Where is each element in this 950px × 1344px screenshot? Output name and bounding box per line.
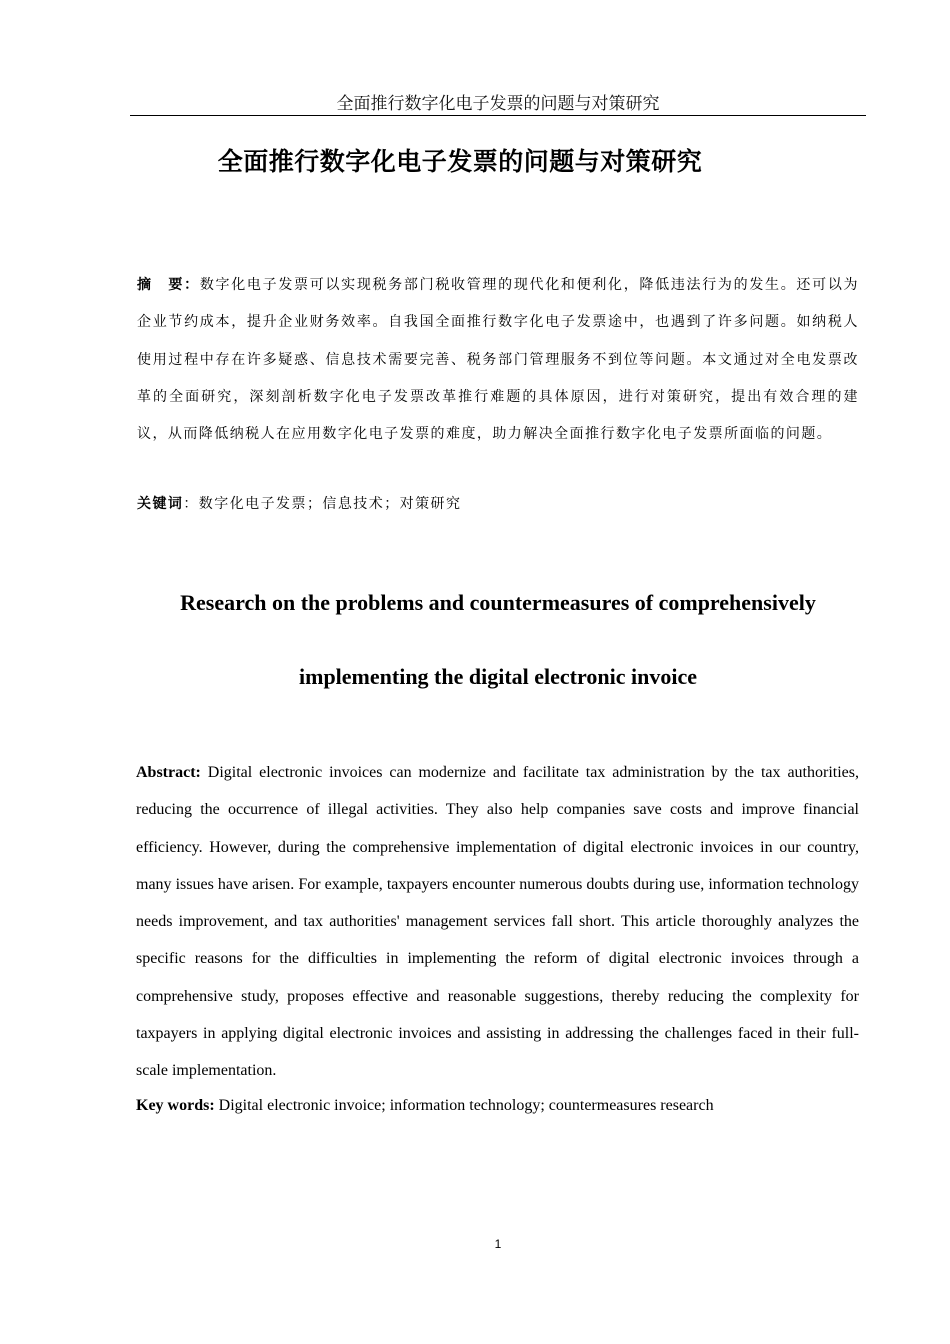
english-abstract-text: Digital electronic invoices can modernize and facilitate tax administration by the tax authorities, reducing the occurrence of illegal activities. They also help companies save costs and improve financial efficiency. However, during the comprehensive implementation of digital electronic invoices in our country, many issues have arisen. For example, taxpayers encounter numerous doubts during use, information technology needs improvement, and tax authorities' management services fall short. This article thoroughly analyzes the specific reasons for the difficulties in implementing the reform of digital electronic invoices through a comprehensive study, proposes effective and reasonable suggestions, thereby reducing the complexity for taxpayers in applying digital electronic invoices and assisting in addressing the challenges faced in their full-scale implementation.	[136, 764, 859, 1080]
header-divider	[130, 115, 866, 116]
chinese-keywords	[137, 489, 859, 519]
chinese-title: 全面推行数字化电子发票的问题与对策研究	[217, 147, 703, 176]
chinese-abstract-text: 数字化电子发票可以实现税务部门税收管理的现代化和便利化，降低违法行为的发生。还可以为企业节约成本，提升企业财务效率。自我国全面推行数字化电子发票途中，也遇到了许多问题。如纳税人使用过程中存在许多疑惑、信息技术需要完善、税务部门管理服务不到位等问题。本文通过对全电发票改革的全面研究，深刻剖析数字化电子发票改革推行难题的具体原因，进行对策研究，提出有效合理的建议，从而降低纳税人在应用数字化电子发票的难度，助力解决全面推行数字化电子发票所面临的问题。	[137, 277, 859, 443]
english-keywords	[136, 1092, 859, 1120]
english-abstract-label: Abstract:	[136, 764, 201, 781]
english-abstract	[136, 754, 859, 1090]
chinese-abstract	[137, 267, 859, 453]
page-number: 1	[494, 1237, 502, 1251]
running-header: 全面推行数字化电子发票的问题与对策研究	[336, 94, 660, 114]
english-title	[120, 566, 876, 714]
english-keywords-label: Key words:	[136, 1097, 215, 1114]
chinese-keywords-text: ：数字化电子发票；信息技术；对策研究	[183, 496, 462, 512]
english-keywords-text: Digital electronic invoice; information technology; countermeasures research	[214, 1097, 714, 1114]
english-title-line-1: Research on the problems and countermeasures of comprehensively	[180, 590, 816, 615]
chinese-keywords-label: 关键词	[137, 496, 184, 512]
chinese-abstract-label: 摘 要：	[137, 277, 200, 293]
english-title-line-2: implementing the digital electronic invoice	[299, 664, 697, 689]
